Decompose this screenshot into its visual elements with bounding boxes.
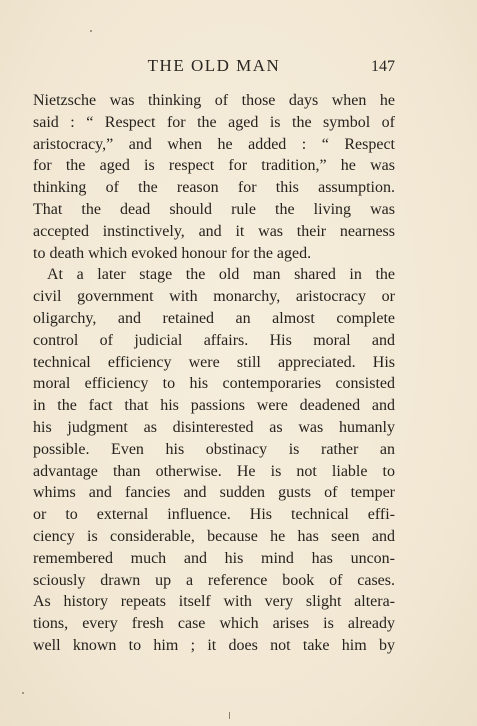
text-line: advantage than otherwise. He is not liable to (33, 462, 395, 480)
text-line: As history repeats itself with very slight altera- (33, 593, 395, 611)
text-line: in the fact that his passions were deadened and (33, 397, 395, 415)
text-line: possible. Even his obstinacy is rather an (33, 440, 395, 458)
text-line: technical efficiency were still appreciated. His (33, 353, 395, 371)
text-line: sciously drawn up a reference book of cases. (33, 571, 395, 589)
running-head (33, 55, 395, 77)
running-title: THE OLD MAN (147, 56, 281, 75)
text-line: oligarchy, and retained an almost complete (33, 309, 395, 327)
paper-speck (90, 30, 92, 32)
text-line: Nietzsche was thinking of those days when he (33, 92, 395, 109)
text-line: remembered much and his mind has uncon- (33, 549, 395, 567)
text-line: At a later stage the old man shared in the (47, 266, 395, 284)
body-text (33, 90, 395, 657)
text-line: aristocracy,” and when he added : “ Respect (33, 135, 395, 153)
paper-speck (22, 692, 24, 694)
page-number: 147 (371, 58, 395, 75)
text-line: well known to him ; it does not take him by (33, 636, 395, 654)
text-line: or to external influence. His technical effi- (33, 506, 395, 524)
text-line: ciency is considerable, because he has seen and (33, 527, 395, 545)
text-line: to death which evoked honour for the aged. (33, 244, 312, 262)
text-line: for the aged is respect for tradition,” he was (33, 157, 395, 175)
text-line: civil government with monarchy, aristocracy or (33, 288, 395, 306)
text-line: That the dead should rule the living was (33, 200, 395, 218)
text-line: said : “ Respect for the aged is the symbol of (33, 113, 395, 131)
text-line: his judgment as disinterested as was humanly (33, 418, 395, 436)
text-line: tions, every fresh case which arises is already (33, 615, 395, 633)
text-line: whims and fancies and sudden gusts of temper (33, 484, 395, 502)
paper-speck (229, 712, 230, 719)
text-line: thinking of the reason for this assumption. (33, 179, 395, 197)
text-line: control of judicial affairs. His moral and (33, 331, 395, 349)
text-line: moral efficiency to his contemporaries consisted (33, 375, 395, 393)
text-line: accepted instinctively, and it was their nearness (33, 222, 395, 240)
